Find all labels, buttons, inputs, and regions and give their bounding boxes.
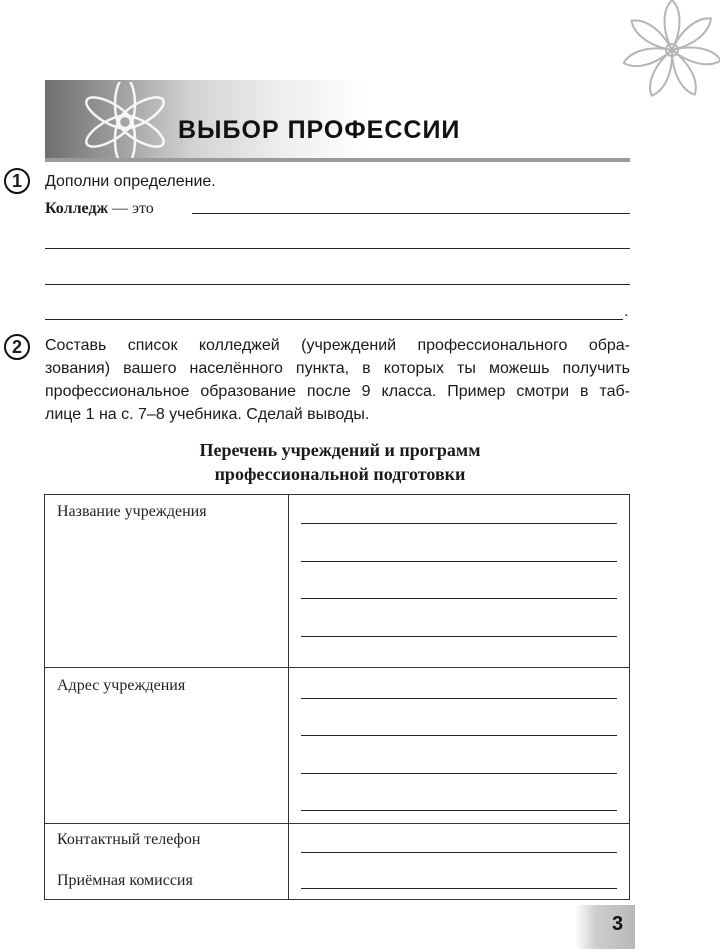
table-row-divider bbox=[45, 823, 629, 824]
table-row-label-admissions: Приёмная комиссия bbox=[57, 872, 193, 889]
table-column-divider bbox=[288, 495, 289, 899]
page-number-tab bbox=[575, 905, 635, 949]
table-title-line-1: Перечень учреждений и программ bbox=[199, 440, 481, 460]
answer-line[interactable] bbox=[301, 888, 617, 889]
flower-decoration-icon bbox=[60, 82, 190, 160]
task2-line-1: Составь список колледжей (учреждений профессионального обра- bbox=[45, 337, 630, 354]
answer-line[interactable] bbox=[301, 810, 617, 811]
task2-line-4: лице 1 на с. 7–8 учебника. Сделай выводы. bbox=[45, 406, 370, 423]
answer-line[interactable] bbox=[301, 598, 617, 599]
answer-line[interactable] bbox=[45, 284, 630, 285]
task2-line-3: профессиональное образование после 9 класса. Пример смотри в таб- bbox=[45, 383, 630, 400]
table-title bbox=[0, 438, 680, 486]
flower-corner-icon bbox=[600, 0, 720, 120]
answer-line[interactable] bbox=[301, 773, 617, 774]
table-title-line-2: профессиональной подготовки bbox=[214, 464, 466, 484]
table-row-label-name: Название учреждения bbox=[57, 503, 207, 520]
table-row-label-address: Адрес учреждения bbox=[57, 677, 186, 694]
answer-line[interactable] bbox=[301, 523, 617, 524]
answer-line[interactable] bbox=[301, 636, 617, 637]
answer-line[interactable] bbox=[301, 852, 617, 853]
task1-term: Колледж bbox=[45, 200, 109, 217]
answer-line[interactable] bbox=[45, 319, 623, 320]
task1-end-mark: . bbox=[624, 303, 629, 320]
task1-instruction: Дополни определение. bbox=[45, 173, 216, 190]
answer-line[interactable] bbox=[192, 213, 630, 214]
answer-line[interactable] bbox=[301, 698, 617, 699]
table-row-label-phone: Контактный телефон bbox=[57, 831, 201, 848]
page-title: ВЫБОР ПРОФЕССИИ bbox=[178, 116, 461, 144]
task-number-2: 2 bbox=[4, 334, 30, 360]
answer-line[interactable] bbox=[301, 735, 617, 736]
answer-line[interactable] bbox=[301, 561, 617, 562]
institutions-table bbox=[44, 494, 630, 900]
answer-line[interactable] bbox=[45, 248, 630, 249]
task-number-1: 1 bbox=[4, 168, 30, 194]
task1-definition bbox=[45, 200, 154, 218]
header-rule bbox=[45, 158, 630, 162]
page-number: 3 bbox=[612, 913, 624, 935]
task2-line-2: зования) вашего населённого пункта, в которых ты можешь получить bbox=[45, 360, 630, 377]
task1-term-suffix: — это bbox=[108, 200, 154, 217]
table-row-divider bbox=[45, 667, 629, 668]
